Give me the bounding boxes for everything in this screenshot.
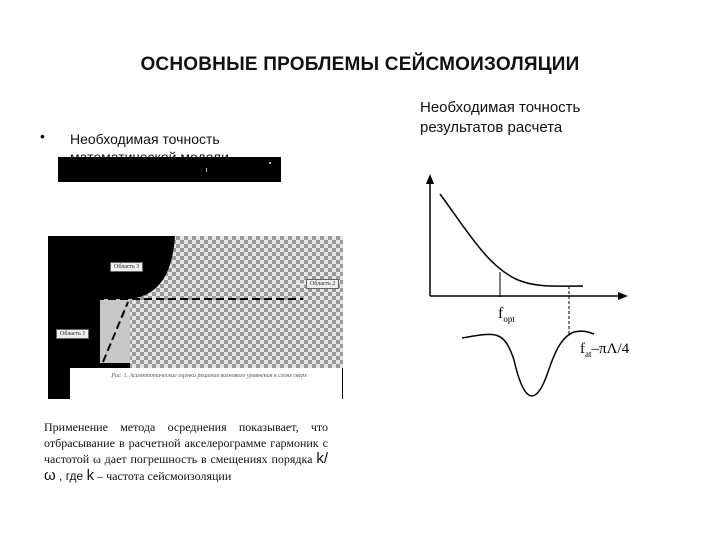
f-at-label: $f_{at}-\pi\Lambda/4$	[580, 341, 630, 359]
model-image-strip	[58, 157, 281, 182]
region-1-gray-block	[100, 299, 130, 363]
wavelet-curve	[462, 331, 594, 396]
f-opt-label: $f_{opt}$	[498, 305, 515, 324]
strip-dot-mark	[269, 162, 271, 164]
paragraph-part-1: Применение метода осреднения показывает, что отбрасывание в расчетной акселерограмме гармоник с частотой ω дает погрешность в смещениях порядка	[44, 420, 328, 466]
region-3-label: Область 3	[110, 262, 143, 272]
y-axis-arrow	[426, 174, 434, 184]
bullet-marker: •	[40, 128, 45, 144]
region-2-label: Область 2	[306, 279, 339, 289]
strip-tick-mark	[206, 168, 207, 172]
figure-caption: Рис. 1. Асимптотические оценки решения волнового уравнения в слоях сверх	[111, 373, 307, 379]
k-symbol: k	[86, 466, 95, 484]
body-paragraph	[44, 420, 328, 484]
x-axis-arrow	[618, 292, 628, 300]
slide-title: ОСНОВНЫЕ ПРОБЛЕМЫ СЕЙСМОИЗОЛЯЦИИ	[140, 54, 580, 75]
checkered-region	[130, 236, 343, 368]
right-heading: Необходимая точность результатов расчета	[420, 99, 581, 136]
region-1-label: Область 1	[56, 329, 89, 339]
bullet-text: Необходимая точность	[70, 131, 220, 147]
paragraph-part-3: – частота сейсмоизоляции	[94, 468, 232, 483]
accuracy-curve-figure	[418, 172, 654, 412]
ratio-symbol: k/ω	[44, 450, 328, 484]
paragraph-part-2: , где	[55, 468, 87, 483]
accuracy-curve	[440, 194, 583, 286]
